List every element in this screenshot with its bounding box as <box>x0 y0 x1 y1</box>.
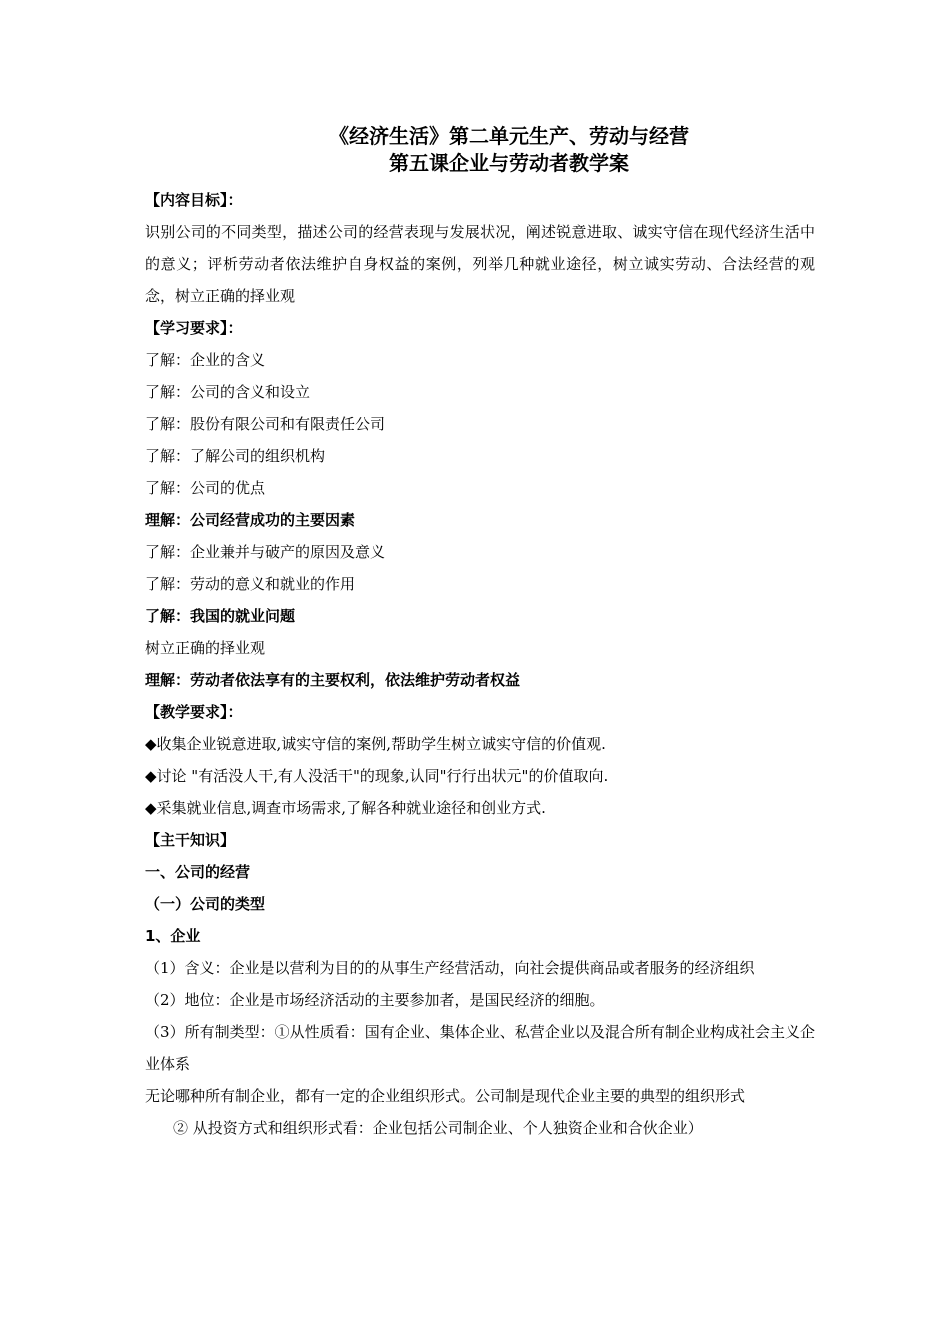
section-heading-1: 一、公司的经营 <box>145 863 251 881</box>
study-item: 树立正确的择业观 <box>145 639 266 657</box>
content-goal-heading: 【内容目标】： <box>145 191 243 209</box>
teaching-item: ◆讨论 "有活没人干,有人没活干"的现象,认同"行行出状元"的价值取向. <box>145 767 609 785</box>
main-knowledge-heading: 【主干知识】 <box>145 831 236 849</box>
study-item: 了解：公司的优点 <box>145 479 266 497</box>
status-paragraph: （2）地位：企业是市场经济活动的主要参加者，是国民经济的细胞。 <box>145 991 605 1009</box>
teaching-item: ◆收集企业锐意进取,诚实守信的案例,帮助学生树立诚实守信的价值观. <box>145 735 606 753</box>
teaching-item: ◆采集就业信息,调查市场需求,了解各种就业途径和创业方式. <box>145 799 546 817</box>
study-item: 了解：劳动的意义和就业的作用 <box>145 575 356 593</box>
organization-paragraph: 无论哪种所有制企业，都有一定的企业组织形式。公司制是现代企业主要的典型的组织形式 <box>145 1087 746 1105</box>
document-body <box>145 184 815 1144</box>
study-heading: 【学习要求】： <box>145 319 243 337</box>
content-goal-text: 识别公司的不同类型，描述公司的经营表现与发展状况，阐述锐意进取、诚实守信在现代经济生活中的意义；评析劳动者依法维护自身权益的案例，列举几种就业途径，树立诚实劳动、合法经营的观念，树立正确的择业观 <box>145 223 815 305</box>
study-item-key: 了解：我国的就业问题 <box>145 607 296 625</box>
ownership-paragraph: （3）所有制类型：①从性质看：国有企业、集体企业、私营企业以及混合所有制企业构成社会主义企业体系 <box>145 1023 815 1073</box>
doc-title-line-2: 第五课企业与劳动者教学案 <box>389 151 629 175</box>
study-item-key: 理解：劳动者依法享有的主要权利，依法维护劳动者权益 <box>145 671 521 689</box>
study-item: 了解：了解公司的组织机构 <box>145 447 326 465</box>
study-item: 了解：股份有限公司和有限责任公司 <box>145 415 386 433</box>
study-item: 了解：企业兼并与破产的原因及意义 <box>145 543 386 561</box>
investment-paragraph: ② 从投资方式和组织形式看：企业包括公司制企业、个人独资企业和合伙企业） <box>173 1119 703 1137</box>
study-item-key: 理解：公司经营成功的主要因素 <box>145 511 356 529</box>
teaching-heading: 【教学要求】： <box>145 703 243 721</box>
study-item: 了解：企业的含义 <box>145 351 266 369</box>
section-heading-3: 1、企业 <box>145 927 201 945</box>
section-heading-2: （一）公司的类型 <box>145 895 266 913</box>
definition-paragraph: （1）含义：企业是以营利为目的的从事生产经营活动，向社会提供商品或者服务的经济组织 <box>145 959 755 977</box>
study-item: 了解：公司的含义和设立 <box>145 383 311 401</box>
doc-title-line-1: 《经济生活》第二单元生产、劳动与经营 <box>329 124 689 148</box>
